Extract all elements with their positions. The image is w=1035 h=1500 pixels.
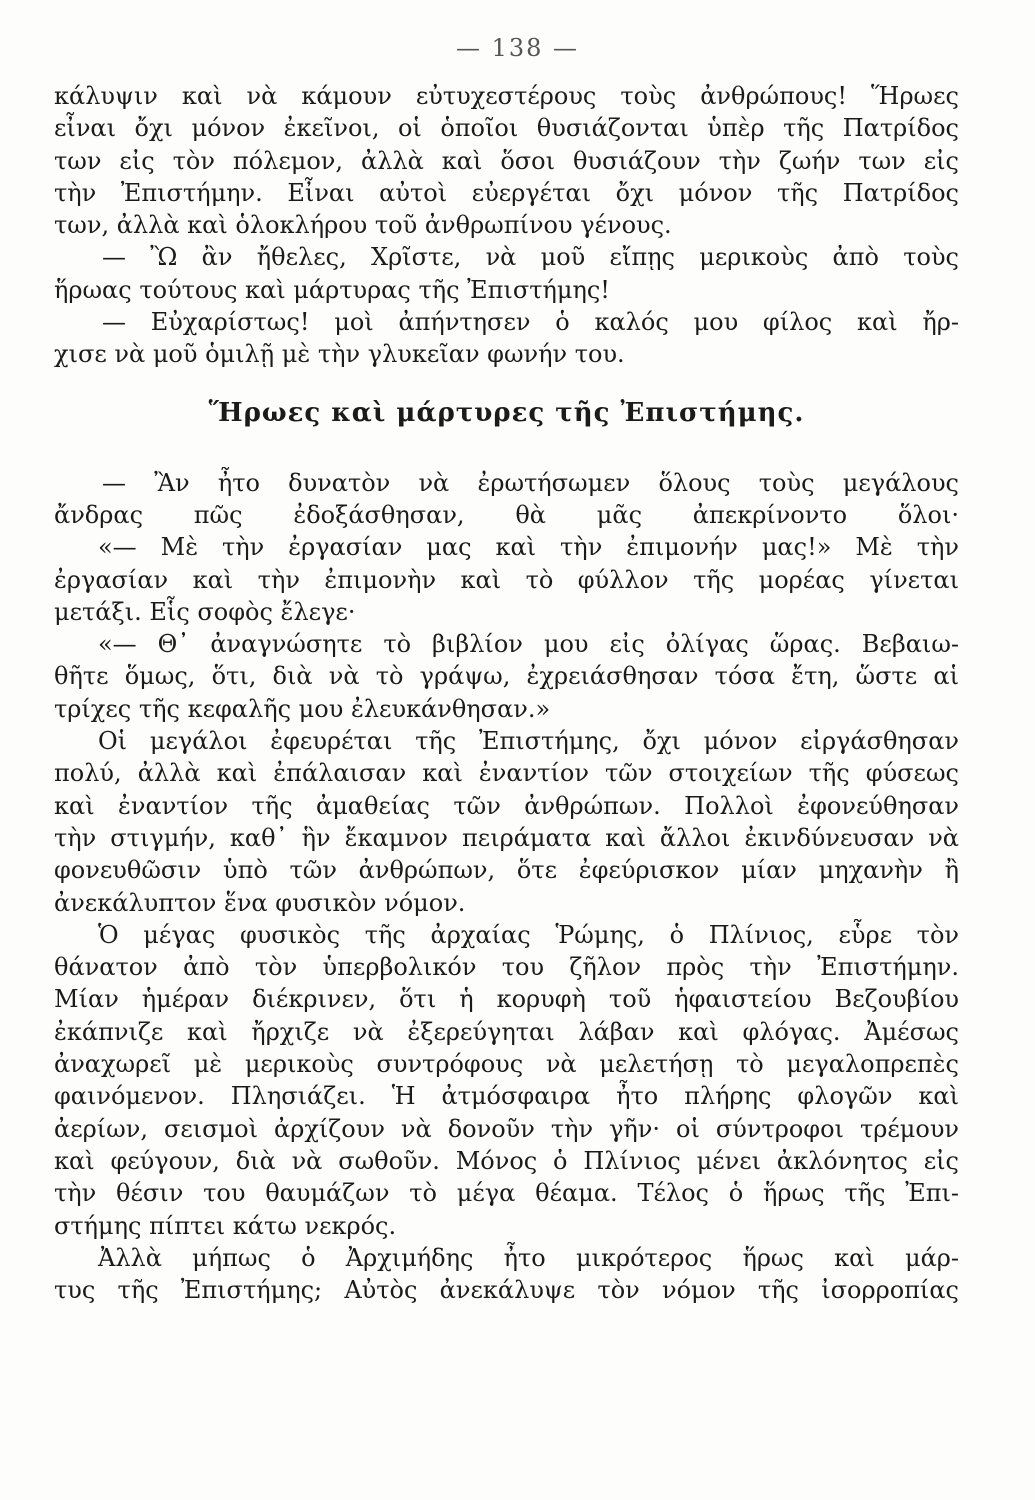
text-line: των εἰς τὸν πόλεμον, ἀλλὰ καὶ ὅσοι θυσιάζουν τὴν ζωήν των εἰς (54, 146, 959, 175)
text-line: καὶ ἐναντίον τῆς ἀμαθείας τῶν ἀνθρώπων. Πολλοὶ ἐφονεύθησαν (54, 791, 959, 820)
text-line: τὴν θέσιν του θαυμάζων τὸ μέγα θέαμα. Τέλος ὁ ἥρως τῆς Ἐπι- (54, 1179, 959, 1208)
text-line: «— Θ᾽ ἀναγνώσητε τὸ βιβλίον μου εἰς ὀλίγας ὥρας. Βεβαιω- (98, 630, 959, 659)
text-line: τὴν στιγμήν, καθ᾽ ἣν ἔκαμνον πειράματα καὶ ἄλλοι ἐκινδύνευσαν νὰ (54, 823, 959, 852)
text-line: — Εὐχαρίστως! μοὶ ἀπήντησεν ὁ καλός μου φίλος καὶ ἤρ- (102, 308, 959, 337)
text-line: φαινόμενον. Πλησιάζει. Ἡ ἀτμόσφαιρα ἦτο πλήρης φλογῶν καὶ (54, 1082, 959, 1111)
text-line: ἥρωας τούτους καὶ μάρτυρας τῆς Ἐπιστήμης! (54, 275, 610, 304)
paragraph (54, 241, 959, 306)
text-line: καὶ φεύγουν, διὰ νὰ σωθοῦν. Μόνος ὁ Πλίνιος μένει ἀκλόνητος εἰς (54, 1146, 959, 1175)
text-line: — Ἂν ἦτο δυνατὸν νὰ ἐρωτήσωμεν ὅλους τοὺς μεγάλους (102, 468, 959, 497)
text-line: εἶναι ὄχι μόνον ἐκεῖνοι, οἱ ὁποῖοι θυσιάζονται ὑπὲρ τῆς Πατρίδος (54, 114, 959, 143)
text-line: θάνατον ἀπὸ τὸν ὑπερβολικόν του ζῆλον πρὸς τὴν Ἐπιστήμην. (54, 953, 959, 982)
text-line: κάλυψιν καὶ νὰ κάμουν εὐτυχεστέρους τοὺς ἀνθρώπους! Ἥρωες (54, 82, 959, 110)
text-line: Ὁ μέγας φυσικὸς τῆς ἀρχαίας Ῥώμης, ὁ Πλίνιος, εὗρε τὸν (98, 920, 959, 949)
section-heading: Ἥρωες καὶ μάρτυρες τῆς Ἐπιστήμης. (208, 397, 805, 428)
text-line: χισε νὰ μοῦ ὁμιλῇ μὲ τὴν γλυκεῖαν φωνήν του. (54, 340, 625, 369)
paragraph (54, 80, 959, 241)
page-body (54, 80, 959, 1306)
text-line: τὴν Ἐπιστήμην. Εἶναι αὐτοὶ εὐεργέται ὄχι μόνον τῆς Πατρίδος (54, 178, 959, 207)
page-number: — 138 — (455, 34, 580, 62)
text-line: Οἱ μεγάλοι ἐφευρέται τῆς Ἐπιστήμης, ὄχι μόνον εἰργάσθησαν (98, 727, 959, 756)
paragraph (54, 725, 959, 919)
paragraph (54, 1242, 959, 1307)
text-line: πολύ, ἀλλὰ καὶ ἐπάλαισαν καὶ ἐναντίον τῶν στοιχείων τῆς φύσεως (54, 759, 959, 788)
text-line: ἀερίων, σεισμοὶ ἀρχίζουν νὰ δονοῦν τὴν γῆν· οἱ σύντροφοι τρέμουν (54, 1114, 959, 1143)
text-line: — Ὢ ἂν ἤθελες, Χρῖστε, νὰ μοῦ εἴπῃς μερικοὺς ἀπὸ τοὺς (102, 243, 959, 272)
paragraph (54, 467, 959, 628)
text-line: τρίχες τῆς κεφαλῆς μου ἐλευκάνθησαν.» (54, 694, 551, 723)
paragraph (54, 628, 959, 725)
text-line: μετάξι. Εἷς σοφὸς ἔλεγε· (54, 597, 356, 626)
text-line: ἄνδρας πῶς ἐδοξάσθησαν, θὰ μᾶς ἀπεκρίνοντο ὅλοι· (54, 500, 959, 529)
text-line: φονευθῶσιν ὑπὸ τῶν ἀνθρώπων, ὅτε ἐφεύρισκον μίαν μηχανὴν ἢ (54, 856, 959, 885)
text-line: στήμης πίπτει κάτω νεκρός. (54, 1211, 397, 1240)
paragraph (54, 919, 959, 1242)
text-line: «— Μὲ τὴν ἐργασίαν μας καὶ τὴν ἐπιμονήν μας!» Μὲ τὴν (98, 533, 959, 562)
text-line: ἀναχωρεῖ μὲ μερικοὺς συντρόφους νὰ μελετήσῃ τὸ μεγαλοπρεπὲς (54, 1050, 959, 1079)
text-line: θῆτε ὅμως, ὅτι, διὰ νὰ τὸ γράψω, ἐχρειάσθησαν τόσα ἔτη, ὥστε αἱ (54, 662, 959, 691)
paragraph (54, 306, 959, 371)
text-line: τυς τῆς Ἐπιστήμης; Αὐτὸς ἀνεκάλυψε τὸν νόμον τῆς ἰσορροπίας (54, 1276, 959, 1305)
text-line: Ἀλλὰ μήπως ὁ Ἀρχιμήδης ἦτο μικρότερος ἥρως καὶ μάρ- (98, 1243, 959, 1272)
text-line: Μίαν ἡμέραν διέκρινεν, ὅτι ἡ κορυφὴ τοῦ ἡφαιστείου Βεζουβίου (54, 985, 959, 1014)
text-line: των, ἀλλὰ καὶ ὁλοκλήρου τοῦ ἀνθρωπίνου γένους. (54, 211, 672, 240)
text-line: ἐργασίαν καὶ τὴν ἐπιμονὴν καὶ τὸ φύλλον τῆς μορέας γίνεται (54, 565, 959, 594)
text-line: ἀνεκάλυπτον ἕνα φυσικὸν νόμον. (54, 888, 466, 917)
text-line: ἐκάπνιζε καὶ ἤρχιζε νὰ ἐξερεύγηται λάβαν καὶ φλόγας. Ἀμέσως (54, 1017, 959, 1046)
